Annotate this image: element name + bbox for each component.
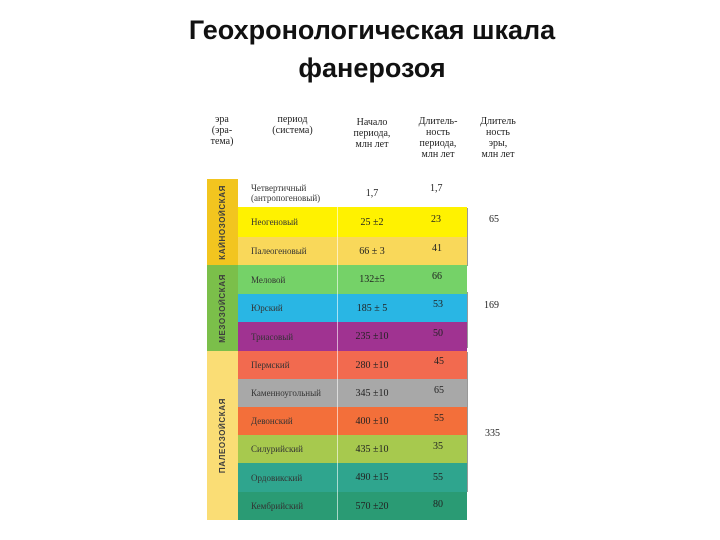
- header-period-line2: (система): [272, 125, 313, 136]
- period-name: Ордовикский: [251, 472, 303, 483]
- header-era: [202, 114, 242, 147]
- table-row: [238, 351, 467, 379]
- header-start: [342, 117, 402, 150]
- era-band-mesozoic: [207, 265, 238, 351]
- period-start: 280 ±10: [355, 359, 389, 371]
- period-duration: 55: [433, 472, 443, 483]
- period-duration: 23: [431, 214, 441, 225]
- period-start: 66 ± 3: [359, 245, 385, 257]
- slide-title-line2: фанерозоя: [298, 53, 446, 83]
- header-pdur-line3: периода,: [419, 138, 457, 149]
- bracket-line-paleozoic: [467, 352, 468, 492]
- header-period-duration: [408, 116, 468, 160]
- period-duration: 45: [434, 356, 444, 367]
- header-pdur-line2: ность: [426, 127, 450, 138]
- period-name: Триасовый: [251, 331, 294, 342]
- period-start: 25 ±2: [360, 216, 384, 228]
- header-era-line3: тема): [210, 136, 234, 147]
- period-duration: 1,7: [430, 183, 443, 194]
- period-name: Четвертичный (антропогеновый): [251, 183, 321, 203]
- period-name: Кембрийский: [251, 501, 304, 511]
- header-era-line2: (эра-: [211, 125, 233, 136]
- period-name: Юрский: [251, 303, 283, 313]
- header-start-line3: млн лет: [355, 139, 389, 150]
- period-name: Меловой: [251, 274, 286, 285]
- period-name: Пермский: [251, 360, 290, 370]
- period-duration: 35: [433, 441, 443, 452]
- period-start: 235 ±10: [355, 331, 389, 342]
- header-pdur-line4: млн лет: [421, 149, 455, 160]
- period-start: 490 ±15: [355, 472, 389, 483]
- header-edur-line4: млн лет: [481, 149, 515, 160]
- period-duration: 65: [434, 385, 444, 396]
- period-name: Палеогеновый: [251, 246, 307, 256]
- period-start: 345 ±10: [355, 387, 389, 399]
- period-name: Силурийский: [251, 444, 303, 454]
- bracket-line-mesozoic: [467, 292, 468, 348]
- period-start: 400 ±10: [355, 415, 389, 427]
- header-pdur-line1: Длитель-: [418, 116, 458, 127]
- era-duration-paleozoic: 335: [485, 428, 500, 439]
- header-start-line2: периода,: [353, 128, 391, 139]
- period-duration: 53: [433, 299, 443, 310]
- era-duration-mesozoic: 169: [484, 300, 499, 311]
- period-duration: 66: [432, 271, 442, 282]
- table-row: [238, 379, 467, 407]
- header-edur-line2: ность: [486, 127, 510, 138]
- period-start: 570 ±20: [355, 500, 389, 512]
- period-name: Неогеновый: [251, 217, 298, 227]
- era-label-paleozoic: ПАЛЕОЗОЙСКАЯ: [218, 397, 227, 474]
- period-start: 1,7: [365, 187, 379, 199]
- period-duration: 41: [432, 243, 442, 254]
- period-name: Девонский: [251, 416, 293, 426]
- period-duration: 80: [433, 499, 443, 510]
- header-period-line1: период: [277, 114, 308, 125]
- period-duration: 55: [434, 413, 444, 424]
- header-era-duration: [470, 116, 526, 160]
- header-era-line1: эра: [215, 114, 229, 125]
- era-label-cenozoic: КАЙНОЗОЙСКАЯ: [218, 184, 227, 260]
- header-edur-line3: эры,: [488, 138, 508, 149]
- period-name: Каменноугольный: [251, 388, 321, 398]
- table-row: [238, 407, 467, 435]
- period-start: 185 ± 5: [356, 302, 388, 314]
- era-band-cenozoic: [207, 179, 238, 265]
- header-start-line1: Начало: [356, 117, 388, 128]
- header-edur-line1: Длитель: [480, 116, 516, 127]
- slide-title-line1: Геохронологическая шкала: [188, 15, 556, 45]
- period-start: 132±5: [359, 274, 385, 285]
- era-band-paleozoic: [207, 351, 238, 520]
- era-label-mesozoic: МЕЗОЗОЙСКАЯ: [218, 273, 227, 343]
- period-duration: 50: [433, 328, 443, 339]
- header-period: [255, 114, 330, 136]
- bracket-line-cenozoic: [467, 208, 468, 266]
- period-start: 435 ±10: [355, 443, 389, 455]
- era-duration-cenozoic: 65: [489, 214, 499, 225]
